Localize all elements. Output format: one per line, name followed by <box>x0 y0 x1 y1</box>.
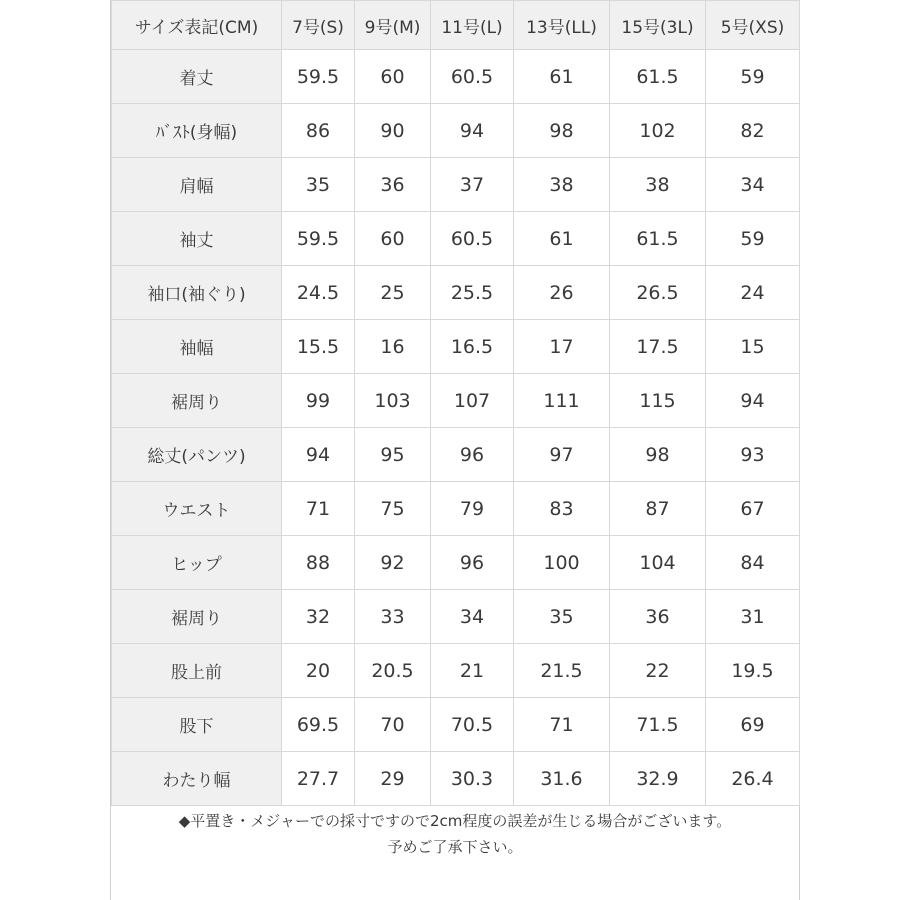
header-cell-7s: 7号(S) <box>282 1 355 50</box>
table-cell: 69.5 <box>282 698 355 752</box>
table-cell: 34 <box>706 158 800 212</box>
table-cell: 24 <box>706 266 800 320</box>
row-label: 裾周り <box>112 374 282 428</box>
table-cell: 35 <box>282 158 355 212</box>
table-cell: 104 <box>610 536 706 590</box>
table-cell: 32.9 <box>610 752 706 806</box>
table-cell: 70.5 <box>431 698 514 752</box>
table-cell: 26 <box>514 266 610 320</box>
header-cell-9m: 9号(M) <box>355 1 431 50</box>
table-cell: 38 <box>610 158 706 212</box>
table-cell: 26.4 <box>706 752 800 806</box>
table-cell: 94 <box>282 428 355 482</box>
table-cell: 30.3 <box>431 752 514 806</box>
table-cell: 59.5 <box>282 212 355 266</box>
table-row <box>112 104 800 158</box>
table-row <box>112 482 800 536</box>
row-label: 総丈(パンツ) <box>112 428 282 482</box>
table-row <box>112 158 800 212</box>
table-cell: 98 <box>610 428 706 482</box>
table-cell: 67 <box>706 482 800 536</box>
table-cell: 96 <box>431 428 514 482</box>
row-label: 裾周り <box>112 590 282 644</box>
table-cell: 25.5 <box>431 266 514 320</box>
table-cell: 60 <box>355 50 431 104</box>
table-cell: 115 <box>610 374 706 428</box>
table-cell: 16 <box>355 320 431 374</box>
table-cell: 17 <box>514 320 610 374</box>
table-cell: 98 <box>514 104 610 158</box>
table-cell: 96 <box>431 536 514 590</box>
table-cell: 36 <box>610 590 706 644</box>
row-label: 肩幅 <box>112 158 282 212</box>
table-cell: 24.5 <box>282 266 355 320</box>
header-cell-13ll: 13号(LL) <box>514 1 610 50</box>
row-label: わたり幅 <box>112 752 282 806</box>
table-cell: 22 <box>610 644 706 698</box>
table-cell: 70 <box>355 698 431 752</box>
row-label: 袖丈 <box>112 212 282 266</box>
header-row <box>112 1 800 50</box>
table-cell: 21 <box>431 644 514 698</box>
table-cell: 71 <box>514 698 610 752</box>
table-cell: 15 <box>706 320 800 374</box>
table-cell: 99 <box>282 374 355 428</box>
table-cell: 94 <box>431 104 514 158</box>
size-chart-sheet <box>110 0 800 900</box>
row-label: 袖口(袖ぐり) <box>112 266 282 320</box>
table-cell: 86 <box>282 104 355 158</box>
note-line-1: ◆平置き・メジャーでの採寸ですので2cm程度の誤差が生じる場合がございます。 <box>178 812 732 830</box>
table-cell: 16.5 <box>431 320 514 374</box>
header-cell-size-label: サイズ表記(CM) <box>112 1 282 50</box>
table-cell: 97 <box>514 428 610 482</box>
row-label: 着丈 <box>112 50 282 104</box>
row-label: 股上前 <box>112 644 282 698</box>
table-cell: 61 <box>514 50 610 104</box>
table-cell: 90 <box>355 104 431 158</box>
table-cell: 31.6 <box>514 752 610 806</box>
table-cell: 31 <box>706 590 800 644</box>
table-cell: 71 <box>282 482 355 536</box>
table-cell: 60.5 <box>431 50 514 104</box>
table-cell: 69 <box>706 698 800 752</box>
table-cell: 59 <box>706 50 800 104</box>
table-cell: 35 <box>514 590 610 644</box>
table-cell: 17.5 <box>610 320 706 374</box>
table-row <box>112 374 800 428</box>
table-cell: 75 <box>355 482 431 536</box>
table-cell: 36 <box>355 158 431 212</box>
table-cell: 102 <box>610 104 706 158</box>
table-cell: 103 <box>355 374 431 428</box>
table-row <box>112 266 800 320</box>
table-row <box>112 536 800 590</box>
table-body <box>112 50 800 806</box>
table-cell: 83 <box>514 482 610 536</box>
table-cell: 33 <box>355 590 431 644</box>
table-cell: 111 <box>514 374 610 428</box>
table-cell: 37 <box>431 158 514 212</box>
table-cell: 19.5 <box>706 644 800 698</box>
table-row <box>112 428 800 482</box>
table-cell: 20 <box>282 644 355 698</box>
table-row <box>112 644 800 698</box>
table-cell: 60.5 <box>431 212 514 266</box>
table-cell: 38 <box>514 158 610 212</box>
header-cell-5xs: 5号(XS) <box>706 1 800 50</box>
table-cell: 21.5 <box>514 644 610 698</box>
table-cell: 82 <box>706 104 800 158</box>
table-cell: 94 <box>706 374 800 428</box>
size-table <box>111 0 800 806</box>
table-cell: 71.5 <box>610 698 706 752</box>
table-cell: 34 <box>431 590 514 644</box>
table-row <box>112 320 800 374</box>
table-cell: 29 <box>355 752 431 806</box>
row-label: ヒップ <box>112 536 282 590</box>
table-cell: 61 <box>514 212 610 266</box>
table-cell: 88 <box>282 536 355 590</box>
table-cell: 84 <box>706 536 800 590</box>
table-cell: 79 <box>431 482 514 536</box>
table-cell: 25 <box>355 266 431 320</box>
table-cell: 15.5 <box>282 320 355 374</box>
table-cell: 93 <box>706 428 800 482</box>
measurement-note <box>111 808 799 860</box>
row-label: ﾊﾞｽﾄ(身幅) <box>112 104 282 158</box>
table-cell: 95 <box>355 428 431 482</box>
table-row <box>112 590 800 644</box>
table-row <box>112 212 800 266</box>
header-cell-15-3l: 15号(3L) <box>610 1 706 50</box>
table-cell: 87 <box>610 482 706 536</box>
table-row <box>112 752 800 806</box>
table-cell: 26.5 <box>610 266 706 320</box>
table-cell: 20.5 <box>355 644 431 698</box>
row-label: ウエスト <box>112 482 282 536</box>
table-cell: 32 <box>282 590 355 644</box>
note-line-2: 予めご了承下さい。 <box>387 838 523 856</box>
table-cell: 60 <box>355 212 431 266</box>
table-row <box>112 698 800 752</box>
table-cell: 61.5 <box>610 212 706 266</box>
table-cell: 92 <box>355 536 431 590</box>
table-cell: 59 <box>706 212 800 266</box>
header-cell-11l: 11号(L) <box>431 1 514 50</box>
table-cell: 107 <box>431 374 514 428</box>
table-row <box>112 50 800 104</box>
table-cell: 27.7 <box>282 752 355 806</box>
table-cell: 100 <box>514 536 610 590</box>
row-label: 股下 <box>112 698 282 752</box>
table-cell: 61.5 <box>610 50 706 104</box>
row-label: 袖幅 <box>112 320 282 374</box>
table-cell: 59.5 <box>282 50 355 104</box>
